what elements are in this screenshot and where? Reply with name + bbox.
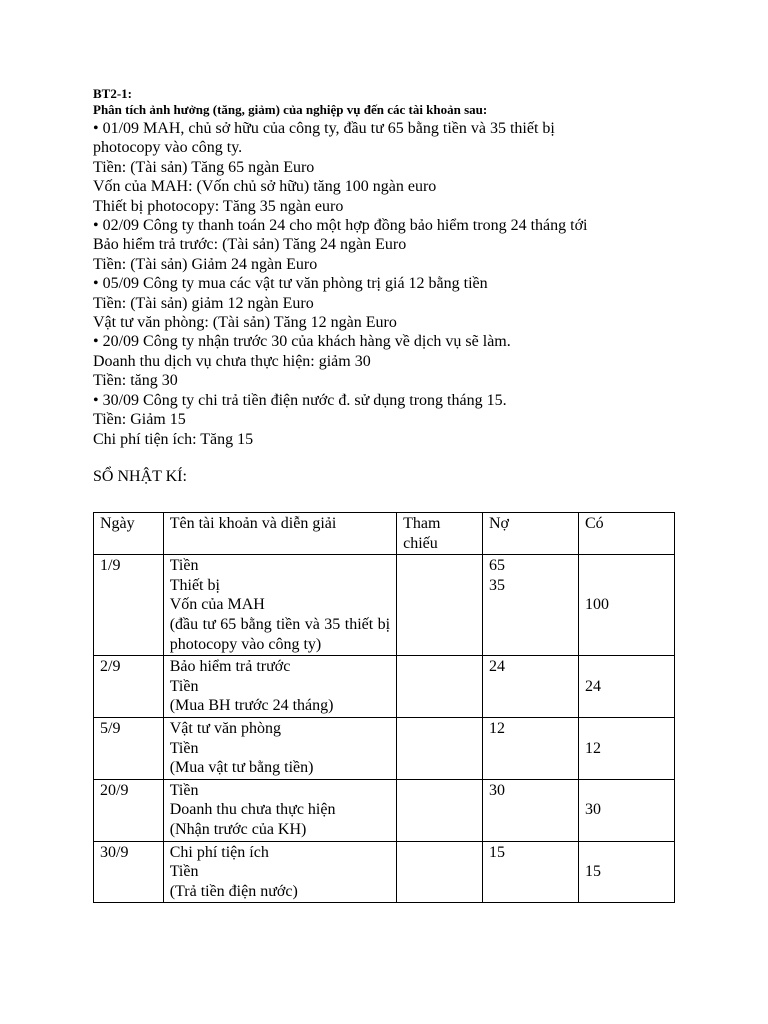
analysis-line: Vật tư văn phòng: (Tài sản) Tăng 12 ngàn Euro xyxy=(93,314,397,332)
header-credit: Có xyxy=(578,513,674,555)
entry-accounts xyxy=(163,656,396,718)
credit-amount: 12 xyxy=(584,739,601,757)
entry-credits xyxy=(578,779,674,841)
analysis-line: Tiền: (Tài sản) Giảm 24 ngàn Euro xyxy=(93,255,318,273)
account-name: Vốn của MAH xyxy=(169,596,265,614)
journal-table xyxy=(93,512,675,903)
credit-amount: 30 xyxy=(584,801,601,819)
entry-reference xyxy=(397,717,483,779)
analysis-section xyxy=(93,119,683,449)
debit-amount: 12 xyxy=(489,719,505,737)
account-name: Tiền xyxy=(169,781,199,799)
exercise-id: BT2-1: xyxy=(93,86,132,101)
debit-amount: 65 xyxy=(489,557,505,575)
entry-description: (Nhận trước của KH) xyxy=(169,820,307,838)
entry-date xyxy=(94,717,164,779)
analysis-line: • 30/09 Công ty chi trả tiền điện nước đ. sử dụng trong tháng 15. xyxy=(93,391,507,409)
debit-amount xyxy=(489,595,572,615)
exercise-instruction: Phân tích ảnh hưởng (tăng, giảm) của nghiệp vụ đến các tài khoản sau: xyxy=(93,102,488,117)
credit-amount: 24 xyxy=(584,677,601,695)
debit-amount: 15 xyxy=(489,843,505,861)
journal-header-row xyxy=(94,513,675,555)
analysis-line: photocopy vào công ty. xyxy=(93,139,243,157)
analysis-line: Bảo hiểm trả trước: (Tài sản) Tăng 24 ngàn Euro xyxy=(93,236,407,254)
header-debit: Nợ xyxy=(483,513,579,555)
debit-amount: 24 xyxy=(489,658,505,676)
analysis-line: Tiền: tăng 30 xyxy=(93,372,178,390)
entry-date-text: 5/9 xyxy=(100,719,121,737)
entry-debits xyxy=(483,717,579,779)
debit-amount: 30 xyxy=(489,781,505,799)
debit-amount: 35 xyxy=(489,576,505,594)
debit-amount xyxy=(489,739,572,759)
analysis-line: Tiền: (Tài sản) giảm 12 ngàn Euro xyxy=(93,294,314,312)
account-name: Vật tư văn phòng xyxy=(169,719,282,737)
account-name: Doanh thu chưa thực hiện xyxy=(169,801,336,819)
journal-row xyxy=(94,779,675,841)
account-name: Tiền xyxy=(169,863,199,881)
credit-amount xyxy=(585,843,668,863)
entry-debits xyxy=(483,555,579,656)
entry-date xyxy=(94,841,164,903)
credit-amount xyxy=(585,719,668,739)
entry-description: (Mua vật tư bằng tiền) xyxy=(169,759,314,777)
header-account: Tên tài khoản và diễn giải xyxy=(163,513,396,555)
account-name: Thiết bị xyxy=(169,576,220,594)
credit-amount: 15 xyxy=(584,863,601,881)
entry-credits xyxy=(578,555,674,656)
entry-debits xyxy=(483,841,579,903)
entry-accounts xyxy=(163,717,396,779)
entry-description: (đầu tư 65 bằng tiền và 35 thiết bị photocopy vào công ty) xyxy=(169,615,391,653)
header-date: Ngày xyxy=(94,513,164,555)
debit-amount xyxy=(489,677,572,697)
entry-description: (Trả tiền điện nước) xyxy=(169,882,298,900)
account-name: Chi phí tiện ích xyxy=(169,843,269,861)
credit-amount xyxy=(585,556,668,576)
debit-amount xyxy=(489,862,572,882)
credit-amount xyxy=(585,781,668,801)
analysis-line: • 01/09 MAH, chủ sở hữu của công ty, đầu tư 65 bằng tiền và 35 thiết bị xyxy=(93,120,555,137)
account-name: Bảo hiểm trả trước xyxy=(169,658,291,676)
debit-amount xyxy=(489,800,572,820)
entry-debits xyxy=(483,779,579,841)
entry-credits xyxy=(578,717,674,779)
header-reference: Tham chiếu xyxy=(397,513,483,555)
entry-date xyxy=(94,555,164,656)
entry-date-text: 30/9 xyxy=(100,843,129,861)
entry-accounts xyxy=(163,841,396,903)
analysis-line: Vốn của MAH: (Vốn chủ sở hữu) tăng 100 ngàn euro xyxy=(93,178,437,196)
entry-accounts xyxy=(163,779,396,841)
account-name: Tiền xyxy=(169,677,199,695)
journal-body xyxy=(94,555,675,903)
account-name: Tiền xyxy=(169,557,199,575)
credit-amount xyxy=(585,576,668,596)
journal-row xyxy=(94,555,675,656)
credit-amount: 100 xyxy=(584,596,609,614)
journal-row xyxy=(94,656,675,718)
document-page xyxy=(93,86,683,486)
journal-row xyxy=(94,717,675,779)
entry-reference xyxy=(397,779,483,841)
entry-date xyxy=(94,779,164,841)
analysis-line: Thiết bị photocopy: Tăng 35 ngàn euro xyxy=(93,197,344,215)
entry-date-text: 1/9 xyxy=(100,557,121,575)
entry-date xyxy=(94,656,164,718)
journal-title: SỔ NHẬT KÍ: xyxy=(93,467,187,485)
entry-date-text: 20/9 xyxy=(100,781,129,799)
entry-description: (Mua BH trước 24 tháng) xyxy=(169,697,334,715)
analysis-line: • 05/09 Công ty mua các vật tư văn phòng trị giá 12 bằng tiền xyxy=(93,275,488,293)
entry-accounts xyxy=(163,555,396,656)
analysis-line: • 20/09 Công ty nhận trước 30 của khách hàng về dịch vụ sẽ làm. xyxy=(93,333,511,351)
entry-debits xyxy=(483,656,579,718)
journal-row xyxy=(94,841,675,903)
credit-amount xyxy=(585,657,668,677)
analysis-line: • 02/09 Công ty thanh toán 24 cho một hợp đồng bảo hiểm trong 24 tháng tới xyxy=(93,217,588,235)
analysis-line: Tiền: (Tài sản) Tăng 65 ngàn Euro xyxy=(93,158,315,176)
analysis-line: Tiền: Giảm 15 xyxy=(93,411,186,429)
entry-reference xyxy=(397,555,483,656)
analysis-line: Chi phí tiện ích: Tăng 15 xyxy=(93,430,254,448)
entry-credits xyxy=(578,841,674,903)
entry-credits xyxy=(578,656,674,718)
analysis-line: Doanh thu dịch vụ chưa thực hiện: giảm 30 xyxy=(93,352,371,370)
account-name: Tiền xyxy=(169,739,199,757)
entry-date-text: 2/9 xyxy=(100,658,121,676)
entry-reference xyxy=(397,841,483,903)
entry-reference xyxy=(397,656,483,718)
